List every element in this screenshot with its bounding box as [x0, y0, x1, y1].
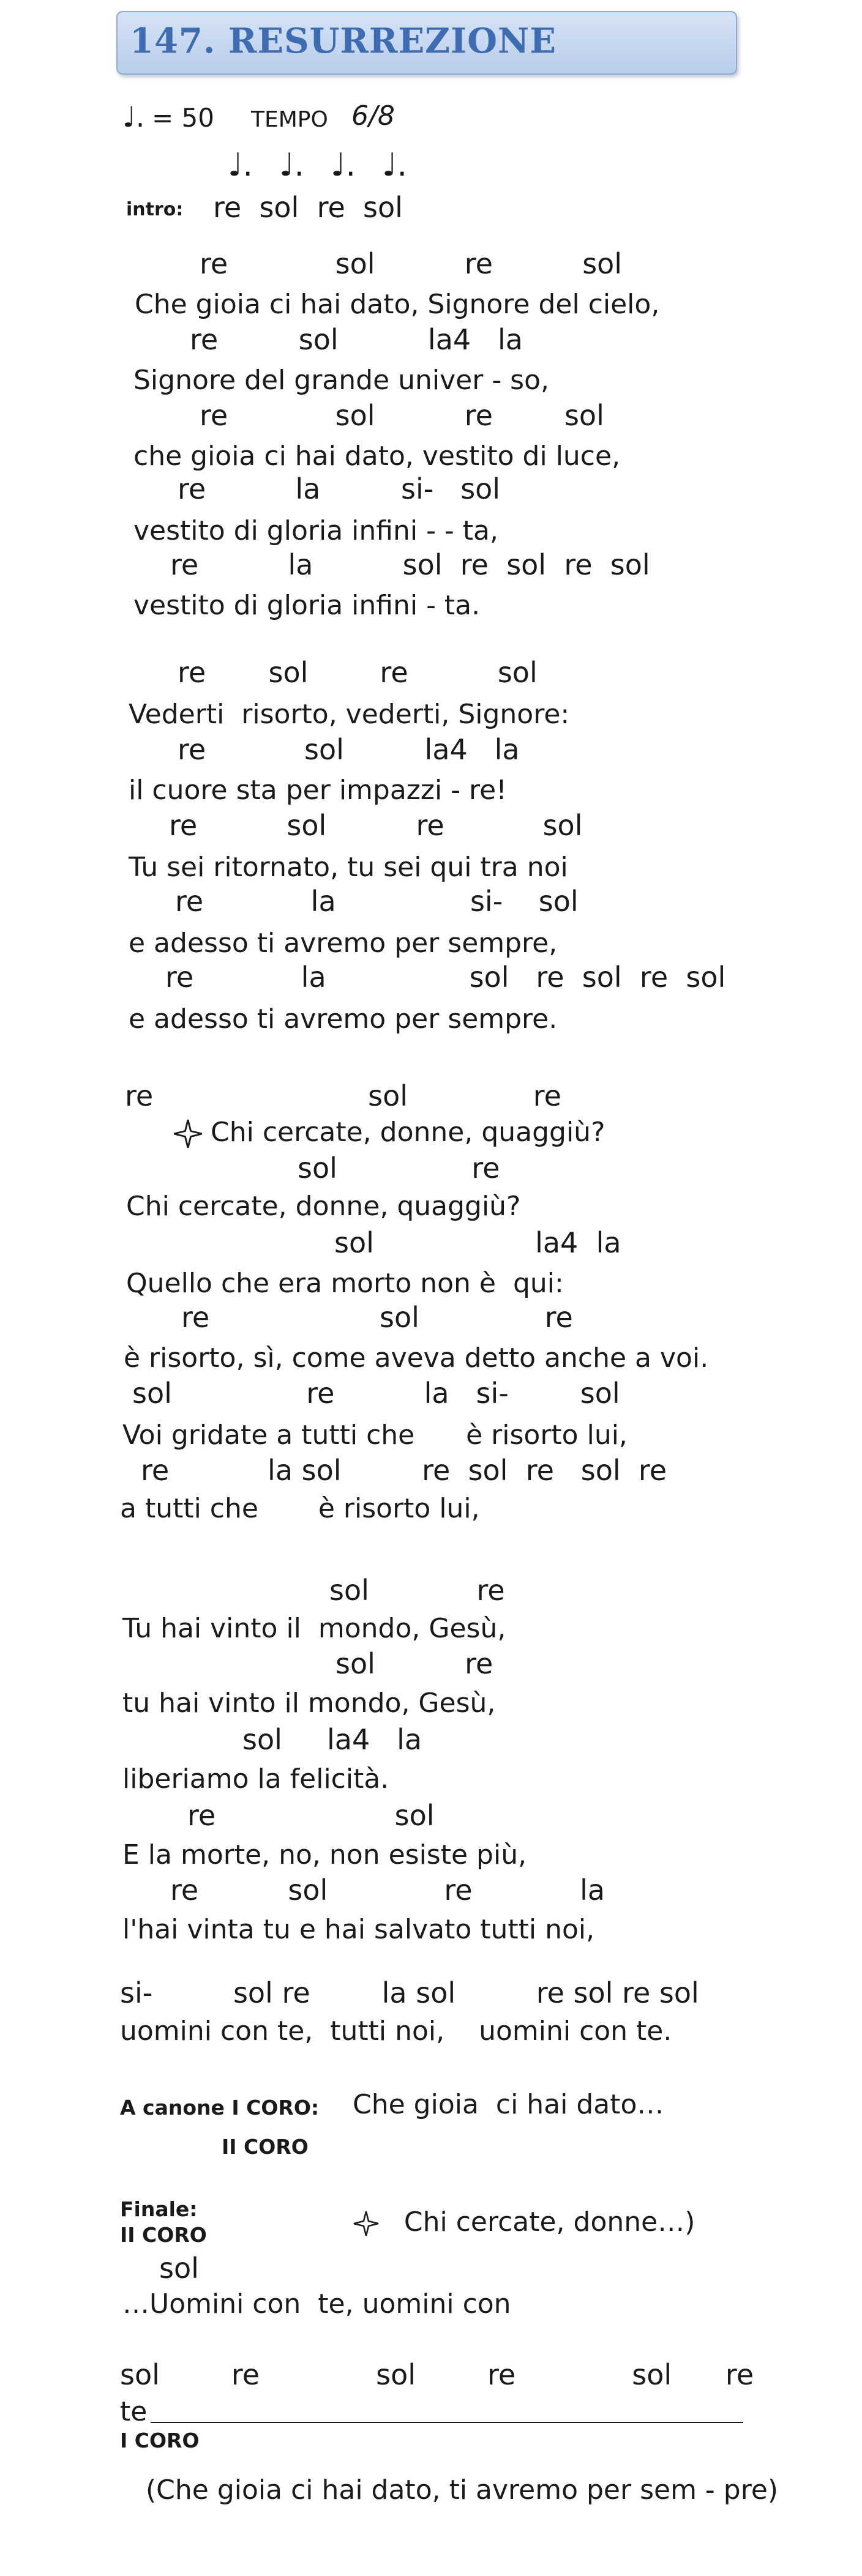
chord-line: re sol re — [181, 1301, 573, 1334]
lyric-line: Signore del grande univer - so, — [133, 365, 550, 396]
chord-line: si- sol re la sol re sol re sol — [120, 1976, 699, 2009]
finale-te: te — [120, 2396, 148, 2427]
lyric-line-with-star — [173, 1119, 605, 1149]
lyric-line: Vederti risorto, vederti, Signore: — [129, 699, 570, 730]
chord-line: re la si- sol — [175, 885, 579, 918]
finale-chords-2: sol re sol re sol re — [120, 2358, 754, 2391]
lyric-line: che gioia ci hai dato, vestito di luce, — [133, 441, 621, 472]
chord-line: sol re — [329, 1574, 505, 1607]
chord-line: re sol re sol — [200, 399, 604, 432]
lyric-line: tu hai vinto il mondo, Gesù, — [122, 1688, 496, 1719]
chord-line: re sol re sol — [200, 247, 623, 280]
chord-line: re la sol re sol re sol re — [141, 1454, 667, 1487]
intro-note: ♩. — [279, 147, 305, 184]
time-signature: 6/8 — [351, 100, 395, 132]
tempo-label: TEMPO — [251, 107, 328, 132]
chord-line: re sol la4 la — [178, 733, 520, 766]
canone-label-2: II CORO — [222, 2135, 309, 2159]
lyric-line: uomini con te, tutti noi, uomini con te. — [120, 2016, 672, 2047]
chord-line: sol re — [298, 1152, 500, 1185]
lyric-line: vestito di gloria infini - - ta, — [133, 515, 498, 546]
four-point-star-icon — [173, 1119, 203, 1149]
chord-line: sol la4 la — [334, 1226, 621, 1259]
intro-note: ♩. — [331, 147, 356, 184]
lyric-line: Chi cercate, donne, quaggiù? — [126, 1191, 521, 1222]
tempo-bpm: = 50 — [152, 103, 214, 133]
lyric-line: Quello che era morto non è qui: — [126, 1268, 564, 1299]
lyric-line: a tutti che è risorto lui, — [120, 1493, 480, 1524]
finale-chord-1: sol — [159, 2252, 199, 2285]
lyric-line: Che gioia ci hai dato, Signore del cielo, — [135, 289, 660, 320]
chord-line: sol re la si- sol — [132, 1377, 620, 1410]
lyric-line: Tu sei ritornato, tu sei qui tra noi — [129, 852, 568, 883]
chord-line: re la si- sol — [178, 472, 501, 505]
lyric-text: Chi cercate, donne, quaggiù? — [211, 1117, 605, 1148]
tempo-note-symbol: ♩. — [122, 100, 145, 133]
intro-note: ♩. — [382, 147, 408, 184]
chord-line: re la sol re sol re sol — [170, 548, 650, 581]
lyric-line: E la morte, no, non esiste più, — [122, 1839, 527, 1871]
chord-line: re sol — [187, 1799, 435, 1832]
chord-line: re sol re — [125, 1079, 561, 1112]
canone-text-2: Chi cercate, donne…) — [403, 2206, 695, 2238]
chord-line: sol la4 la — [242, 1723, 422, 1756]
finale-coro-1: I CORO — [120, 2429, 200, 2452]
lyric-line: e adesso ti avremo per sempre. — [129, 1003, 558, 1035]
lyric-line: è risorto, sì, come aveva detto anche a voi. — [124, 1342, 709, 1374]
finale-lyric-1: …Uomini con te, uomini con — [122, 2288, 511, 2320]
chord-line: sol re — [335, 1647, 493, 1680]
intro-label: intro: — [126, 199, 184, 220]
title-banner — [116, 11, 737, 75]
intro-note: ♩. — [228, 147, 253, 184]
lyric-line: vestito di gloria infini - ta. — [133, 590, 481, 621]
four-point-star-icon — [353, 2156, 404, 2291]
lyric-line: e adesso ti avremo per sempre, — [129, 928, 558, 959]
chord-line: re sol la4 la — [190, 323, 523, 356]
canone-text-1: Che gioia ci hai dato… — [353, 2089, 664, 2120]
lyric-line: il cuore sta per impazzi - re! — [129, 775, 507, 806]
song-title: 147. RESURREZIONE — [130, 21, 557, 61]
chord-line: re sol re la — [170, 1874, 605, 1907]
canone-label-1: A canone I CORO: — [120, 2096, 320, 2120]
finale-label: Finale: — [120, 2197, 198, 2221]
chord-line: re la sol re sol re sol — [165, 961, 726, 994]
chord-line: re sol re sol — [169, 809, 583, 842]
finale-coro-2: II CORO — [120, 2223, 207, 2247]
chord-line: re sol re sol — [178, 656, 538, 689]
intro-chords: re sol re sol — [213, 191, 403, 224]
lyric-line: Voi gridate a tutti che è risorto lui, — [122, 1420, 628, 1451]
lyric-line: Tu hai vinto il mondo, Gesù, — [122, 1613, 506, 1644]
lyric-line: liberiamo la felicità. — [122, 1763, 389, 1795]
finale-closing: (Che gioia ci hai dato, ti avremo per sem - pre) — [146, 2474, 779, 2506]
finale-blank-line — [151, 2422, 743, 2423]
lyric-line: l'hai vinta tu e hai salvato tutti noi, — [122, 1914, 595, 1945]
